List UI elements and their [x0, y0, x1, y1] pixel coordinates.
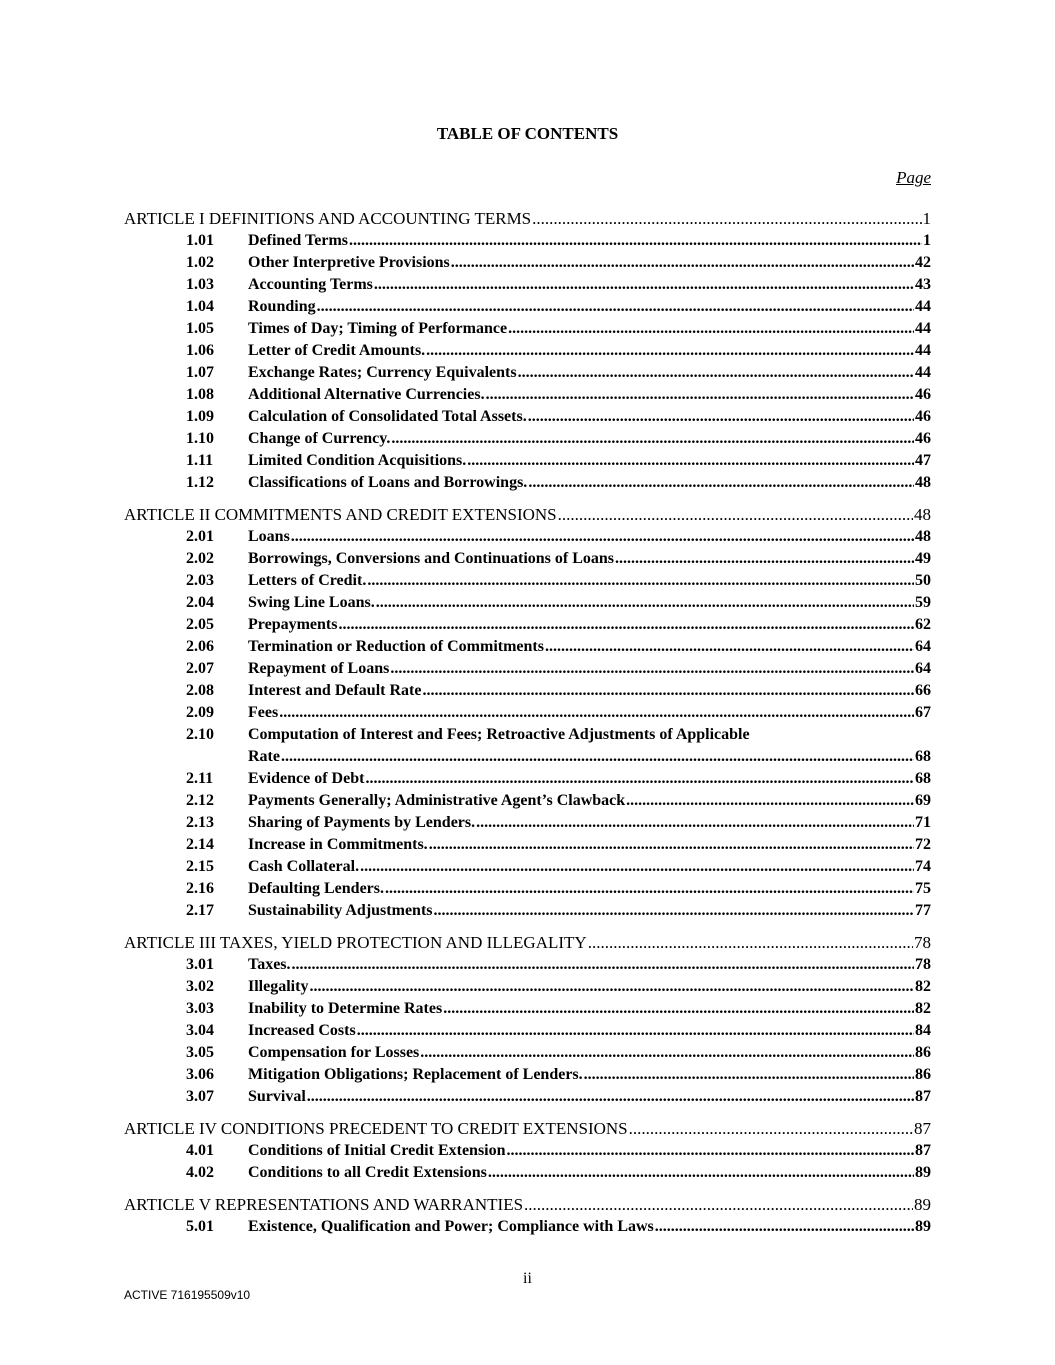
- section-title: Rounding: [248, 298, 316, 315]
- toc-section-entry[interactable]: [124, 976, 931, 998]
- section-title: Letters of Credit.: [248, 572, 367, 589]
- section-number: 2.01: [186, 528, 214, 545]
- dot-leader: [360, 856, 914, 878]
- section-number: 3.07: [186, 1088, 214, 1105]
- section-page-number: 46: [915, 408, 931, 425]
- section-page-number: 74: [915, 858, 931, 875]
- section-title: Borrowings, Conversions and Continuations of Loans: [248, 550, 615, 567]
- dot-leader: [615, 548, 914, 570]
- dot-leader: [488, 1162, 914, 1184]
- dot-leader: [545, 636, 914, 658]
- section-page-number: 68: [915, 770, 931, 787]
- dot-leader: [420, 1042, 914, 1064]
- section-page-number: 48: [915, 528, 931, 545]
- section-title: Existence, Qualification and Power; Compliance with Laws: [248, 1218, 654, 1235]
- section-page-number: 69: [915, 792, 931, 809]
- section-page-number: 82: [915, 978, 931, 995]
- section-number: 4.02: [186, 1164, 214, 1181]
- section-title: Loans: [248, 528, 290, 545]
- section-title: Defaulting Lenders.: [248, 880, 384, 897]
- article-page-number: 78: [914, 933, 931, 952]
- toc-section-entry[interactable]: [124, 680, 931, 702]
- dot-leader: [279, 702, 914, 724]
- section-number: 1.04: [186, 298, 214, 315]
- toc-section-entry[interactable]: [124, 570, 931, 592]
- dot-leader: [292, 954, 914, 976]
- footer-page-number: ii: [523, 1270, 532, 1287]
- section-page-number: 64: [915, 638, 931, 655]
- dot-leader: [426, 340, 914, 362]
- toc-section-entry[interactable]: [124, 384, 931, 406]
- section-title: Times of Day; Timing of Performance: [248, 320, 508, 337]
- article-page-number: 87: [914, 1119, 931, 1138]
- toc-section-entry[interactable]: [124, 318, 931, 340]
- toc-article-entry[interactable]: [124, 1194, 931, 1216]
- article-title: ARTICLE III TAXES, YIELD PROTECTION AND ILLEGALITY: [124, 933, 587, 952]
- section-title: Letter of Credit Amounts.: [248, 342, 426, 359]
- toc-section-entry[interactable]: [124, 362, 931, 384]
- dot-leader: [367, 570, 914, 592]
- section-page-number: 87: [915, 1142, 931, 1159]
- section-title: Other Interpretive Provisions: [248, 254, 450, 271]
- toc-section-entry[interactable]: [124, 954, 931, 976]
- section-title: Sustainability Adjustments: [248, 902, 433, 919]
- section-number: 2.17: [186, 902, 214, 919]
- toc-section-entry[interactable]: [124, 230, 931, 252]
- section-number: 2.15: [186, 858, 214, 875]
- dot-leader: [429, 834, 914, 856]
- toc-section-entry[interactable]: [124, 636, 931, 658]
- footer-document-id: ACTIVE 716195509v10: [124, 1288, 251, 1302]
- article-page-number: 89: [914, 1195, 931, 1214]
- toc-section-entry[interactable]: [124, 1042, 931, 1064]
- toc-section-entry[interactable]: [124, 1162, 931, 1184]
- toc-section-entry[interactable]: [124, 526, 931, 548]
- section-page-number: 68: [915, 748, 931, 765]
- section-number: 1.07: [186, 364, 214, 381]
- section-number: 5.01: [186, 1218, 214, 1235]
- toc-section-entry[interactable]: [124, 1020, 931, 1042]
- section-page-number: 50: [915, 572, 931, 589]
- section-page-number: 82: [915, 1000, 931, 1017]
- section-page-number: 59: [915, 594, 931, 611]
- dot-leader: [524, 1194, 913, 1216]
- toc-section-entry[interactable]: [124, 472, 931, 494]
- section-page-number: 78: [915, 956, 931, 973]
- toc-section-entry[interactable]: [124, 592, 931, 614]
- toc-article-entry[interactable]: [124, 932, 931, 954]
- toc-section-entry[interactable]: [124, 790, 931, 812]
- section-title: Classifications of Loans and Borrowings.: [248, 474, 528, 491]
- section-title: Increase in Commitments.: [248, 836, 428, 853]
- section-page-number: 46: [915, 386, 931, 403]
- section-page-number: 86: [915, 1066, 931, 1083]
- section-number: 1.08: [186, 386, 214, 403]
- section-page-number: 47: [915, 452, 931, 469]
- article-title: ARTICLE I DEFINITIONS AND ACCOUNTING TERMS: [124, 209, 532, 228]
- section-page-number: 46: [915, 430, 931, 447]
- section-number: 2.04: [186, 594, 214, 611]
- dot-leader: [443, 998, 914, 1020]
- section-number: 4.01: [186, 1142, 214, 1159]
- section-number: 1.02: [186, 254, 214, 271]
- toc-section-entry[interactable]: [124, 406, 931, 428]
- section-title: Compensation for Losses: [248, 1044, 420, 1061]
- section-number: 2.14: [186, 836, 214, 853]
- section-number: 2.05: [186, 616, 214, 633]
- toc-article-entry[interactable]: [124, 208, 931, 230]
- section-page-number: 42: [915, 254, 931, 271]
- toc-section-entry[interactable]: [124, 658, 931, 680]
- section-page-number: 77: [915, 902, 931, 919]
- section-title: Exchange Rates; Currency Equivalents: [248, 364, 517, 381]
- dot-leader: [518, 362, 914, 384]
- toc-section-entry[interactable]: [124, 1140, 931, 1162]
- section-page-number: 44: [915, 298, 931, 315]
- toc-article-entry[interactable]: [124, 504, 931, 526]
- dot-leader: [309, 976, 914, 998]
- dot-leader: [374, 274, 914, 296]
- dot-leader: [532, 208, 921, 230]
- section-title: Taxes.: [248, 956, 291, 973]
- section-page-number: 71: [915, 814, 931, 831]
- section-number: 2.07: [186, 660, 214, 677]
- dot-leader: [349, 230, 922, 252]
- section-number: 3.06: [186, 1066, 214, 1083]
- dot-leader: [434, 900, 915, 922]
- section-page-number: 48: [915, 474, 931, 491]
- section-number: 3.05: [186, 1044, 214, 1061]
- dot-leader: [507, 1140, 914, 1162]
- section-title: Illegality: [248, 978, 309, 995]
- dot-leader: [317, 296, 914, 318]
- section-page-number: 44: [915, 342, 931, 359]
- dot-leader: [626, 790, 914, 812]
- article-title: ARTICLE II COMMITMENTS AND CREDIT EXTENSIONS: [124, 505, 557, 524]
- section-number: 3.02: [186, 978, 214, 995]
- toc-section-entry[interactable]: [124, 450, 931, 472]
- dot-leader: [528, 472, 914, 494]
- dot-leader: [467, 450, 914, 472]
- section-title: Swing Line Loans.: [248, 594, 375, 611]
- section-page-number: 44: [915, 320, 931, 337]
- section-number: 3.01: [186, 956, 214, 973]
- toc-section-entry[interactable]: [124, 834, 931, 856]
- section-title: Cash Collateral.: [248, 858, 360, 875]
- dot-leader: [655, 1216, 914, 1238]
- dot-leader: [291, 526, 914, 548]
- section-number: 2.10: [186, 726, 214, 743]
- section-page-number: 62: [915, 616, 931, 633]
- section-title: Increased Costs: [248, 1022, 356, 1039]
- toc-section-entry[interactable]: [124, 252, 931, 274]
- section-title: Termination or Reduction of Commitments: [248, 638, 544, 655]
- toc-section-entry-continued: [124, 746, 931, 768]
- section-number: 1.01: [186, 232, 214, 249]
- dot-leader: [528, 406, 914, 428]
- dot-leader: [588, 932, 913, 954]
- section-number: 2.13: [186, 814, 214, 831]
- section-page-number: 43: [915, 276, 931, 293]
- section-number: 1.10: [186, 430, 214, 447]
- section-title: Change of Currency.: [248, 430, 391, 447]
- page-column-label: Page: [896, 168, 931, 187]
- toc-section-entry[interactable]: [124, 296, 931, 318]
- toc-section-entry[interactable]: [124, 998, 931, 1020]
- section-number: 2.06: [186, 638, 214, 655]
- section-page-number: 72: [915, 836, 931, 853]
- section-page-number: 75: [915, 880, 931, 897]
- toc-section-entry[interactable]: [124, 878, 931, 900]
- section-page-number: 44: [915, 364, 931, 381]
- section-title: Survival: [248, 1088, 306, 1105]
- section-page-number: 67: [915, 704, 931, 721]
- article-page-number: 1: [922, 209, 931, 228]
- section-number: 3.03: [186, 1000, 214, 1017]
- section-number: 1.09: [186, 408, 214, 425]
- dot-leader: [558, 504, 913, 526]
- dot-leader: [629, 1118, 913, 1140]
- dot-leader: [486, 384, 914, 406]
- section-number: 2.11: [186, 770, 214, 787]
- dot-leader: [390, 658, 914, 680]
- toc-section-entry[interactable]: [124, 702, 931, 724]
- toc-section-entry[interactable]: [124, 812, 931, 834]
- section-number: 2.08: [186, 682, 214, 699]
- section-number: 1.05: [186, 320, 214, 337]
- section-title: Evidence of Debt: [248, 770, 365, 787]
- table-of-contents: [124, 208, 931, 1238]
- section-number: 1.06: [186, 342, 214, 359]
- toc-section-entry[interactable]: [124, 1086, 931, 1108]
- section-title: Defined Terms: [248, 232, 348, 249]
- dot-leader: [376, 592, 914, 614]
- toc-section-entry[interactable]: [124, 548, 931, 570]
- section-page-number: 49: [915, 550, 931, 567]
- toc-section-entry[interactable]: [124, 340, 931, 362]
- dot-leader: [365, 768, 914, 790]
- section-title-continued: Rate: [248, 748, 280, 765]
- section-title: Calculation of Consolidated Total Assets.: [248, 408, 527, 425]
- section-title: Conditions of Initial Credit Extension: [248, 1142, 506, 1159]
- dot-leader: [357, 1020, 914, 1042]
- dot-leader: [391, 428, 914, 450]
- toc-section-entry[interactable]: [124, 274, 931, 296]
- dot-leader: [422, 680, 914, 702]
- section-number: 1.12: [186, 474, 214, 491]
- dot-leader: [338, 614, 914, 636]
- section-title: Mitigation Obligations; Replacement of Lenders.: [248, 1066, 583, 1083]
- toc-section-entry[interactable]: [124, 900, 931, 922]
- toc-section-entry[interactable]: [124, 1216, 931, 1238]
- section-number: 1.11: [186, 452, 214, 469]
- dot-leader: [508, 318, 914, 340]
- article-title: ARTICLE V REPRESENTATIONS AND WARRANTIES: [124, 1195, 524, 1214]
- toc-section-entry[interactable]: [124, 856, 931, 878]
- dot-leader: [385, 878, 914, 900]
- section-title: Fees: [248, 704, 279, 721]
- toc-section-entry[interactable]: [124, 724, 931, 746]
- section-title: Computation of Interest and Fees; Retroactive Adjustments of Applicable: [248, 726, 750, 743]
- dot-leader: [307, 1086, 914, 1108]
- section-number: 1.03: [186, 276, 214, 293]
- section-page-number: 64: [915, 660, 931, 677]
- section-title: Repayment of Loans: [248, 660, 390, 677]
- toc-section-entry[interactable]: [124, 768, 931, 790]
- toc-section-entry[interactable]: [124, 1064, 931, 1086]
- section-page-number: 89: [915, 1164, 931, 1181]
- toc-title: TABLE OF CONTENTS: [436, 124, 619, 143]
- article-title: ARTICLE IV CONDITIONS PRECEDENT TO CREDIT EXTENSIONS: [124, 1119, 628, 1138]
- section-number: 2.12: [186, 792, 214, 809]
- section-title: Interest and Default Rate: [248, 682, 422, 699]
- section-title: Conditions to all Credit Extensions: [248, 1164, 487, 1181]
- section-page-number: 66: [915, 682, 931, 699]
- section-number: 2.09: [186, 704, 214, 721]
- toc-section-entry[interactable]: [124, 614, 931, 636]
- section-number: 2.03: [186, 572, 214, 589]
- article-page-number: 48: [914, 505, 931, 524]
- dot-leader: [476, 812, 914, 834]
- section-page-number: 89: [915, 1218, 931, 1235]
- dot-leader: [281, 746, 914, 768]
- section-number: 3.04: [186, 1022, 214, 1039]
- toc-section-entry[interactable]: [124, 428, 931, 450]
- dot-leader: [584, 1064, 914, 1086]
- section-title: Inability to Determine Rates: [248, 1000, 443, 1017]
- section-number: 2.02: [186, 550, 214, 567]
- section-title: Payments Generally; Administrative Agent’s Clawback: [248, 792, 626, 809]
- section-page-number: 86: [915, 1044, 931, 1061]
- section-page-number: 84: [915, 1022, 931, 1039]
- toc-article-entry[interactable]: [124, 1118, 931, 1140]
- dot-leader: [451, 252, 914, 274]
- section-page-number: 1: [923, 232, 931, 249]
- section-title: Prepayments: [248, 616, 338, 633]
- section-title: Limited Condition Acquisitions.: [248, 452, 467, 469]
- section-number: 2.16: [186, 880, 214, 897]
- section-title: Accounting Terms: [248, 276, 373, 293]
- section-title: Additional Alternative Currencies.: [248, 386, 485, 403]
- section-page-number: 87: [915, 1088, 931, 1105]
- section-title: Sharing of Payments by Lenders.: [248, 814, 476, 831]
